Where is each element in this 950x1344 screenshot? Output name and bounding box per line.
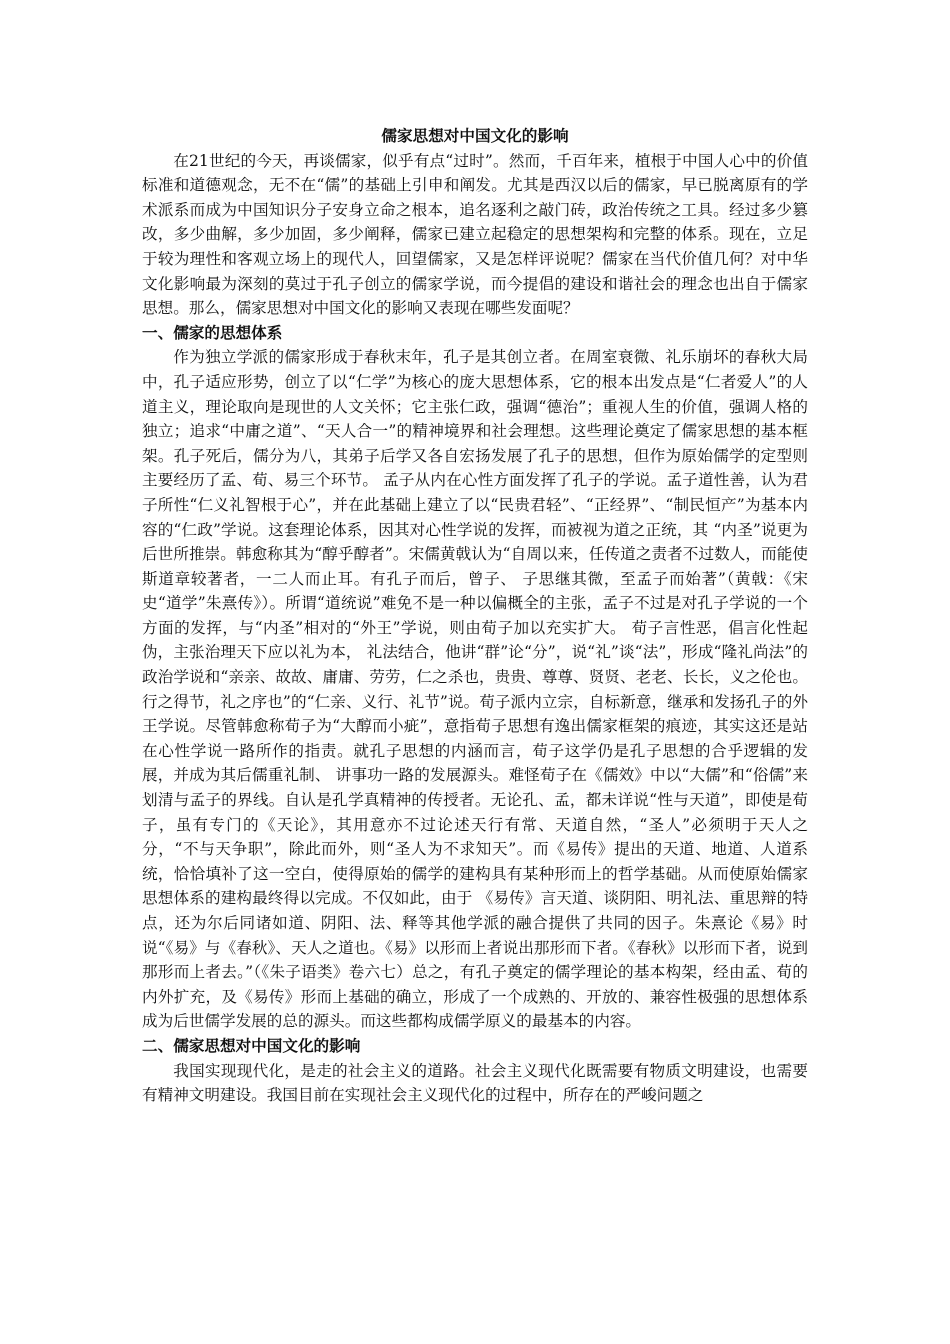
section-2-paragraph: 我国实现现代化，是走的社会主义的道路。社会主义现代化既需要有物质文明建设，也需要有精神文明建设。我国目前在实现社会主义现代化的过程中，所存在的严峻问题之: [142, 1061, 808, 1105]
intro-paragraph: 在21世纪的今天，再谈儒家，似乎有点“过时”。然而，千百年来，植根于中国人心中的价值标准和道德观念，无不在“儒”的基础上引申和阐发。尤其是西汉以后的儒家，早已脱离原有的学术派系而成为中国知识分子安身立命之根本，追名逐利之敲门砖，政治传统之工具。经过多少篡改，多少曲解，多少加固，多少阐释，儒家已建立起稳定的思想架构和完整的体系。现在，立足于较为理性和客观立场上的现代人，回望儒家，又是怎样评说呢？儒家在当代价值几何？对中华文化影响最为深刻的莫过于孔子创立的儒家学说，而今提倡的建设和谐社会的理念也出自于儒家思想。那么，儒家思想对中国文化的影响又表现在哪些发面呢？: [142, 151, 808, 318]
section-heading-2: 二、儒家思想对中国文化的影响: [142, 1036, 361, 1055]
document-page: [142, 124, 808, 1108]
section-heading-1: 一、儒家的思想体系: [142, 323, 283, 342]
section-1-paragraph: 作为独立学派的儒家形成于春秋末年，孔子是其创立者。在周室衰微、礼乐崩坏的春秋大局中，孔子适应形势，创立了以“仁学”为核心的庞大思想体系，它的根本出发点是“仁者爱人”的人道主义，理论取向是现世的人文关怀；它主张仁政，强调“德治”；重视人生的价值，强调人格的独立；追求“中庸之道”、“天人合一”的精神境界和社会理想。这些理论奠定了儒家思想的基本框架。孔子死后，儒分为八，其弟子后学又各自宏扬发展了孔子的思想，但作为原始儒学的定型则主要经历了孟、荀、易三个环节。 孟子从内在心性方面发挥了孔子的学说。孟子道性善，认为君子所性“仁义礼智根于心”，并在此基础上建立了以“民贵君轻”、“正经界”、“制民恒产”为基本内容的“仁政”学说。这套理论体系，因其对心性学说的发挥，而被视为道之正统，其 “内圣”说更为后世所推崇。韩愈称其为“醇乎醇者”。宋儒黄戟认为“自周以来，任传道之责者不过数人，而能使斯道章较著者，一二人而止耳。有孔子而后，曾子、 子思继其微，至孟子而始著”（黄戟：《宋史“道学”朱熹传》）。所谓“道统说”难免不是一种以偏概全的主张，孟子不过是对孔子学说的一个方面的发挥，与“内圣”相对的“外王”学说，则由荀子加以充实扩大。 荀子言性恶，倡言化性起伪，主张治理天下应以礼为本， 礼法结合，他讲“群”论“分”，说“礼”谈“法”，形成“隆礼尚法”的政治学说和“亲亲、故故、庸庸、劳劳，仁之杀也，贵贵、尊尊、贤贤、老老、长长，义之伦也。行之得节，礼之序也”的“仁亲、义行、礼节”说。荀子派内立宗，自标新意，继承和发扬孔子的外王学说。尽管韩愈称荀子为“大醇而小疵”，意指荀子思想有逸出儒家框架的痕迹，其实这还是站在心性学说一路所作的指责。就孔子思想的内涵而言，荀子这学仍是孔子思想的合乎逻辑的发展，并成为其后儒重礼制、 讲事功一路的发展源头。难怪荀子在《儒效》中以“大儒”和“俗儒”来划清与孟子的界线。自认是孔学真精神的传授者。无论孔、孟，都未详说“性与天道”，即使是荀子，虽有专门的《天论》，其用意亦不过论述天行有常、天道自然，“圣人”必须明于天人之分，“不与天争职”，除此而外，则“圣人为不求知天”。而《易传》提出的天道、地道、人道系统，恰恰填补了这一空白，使得原始的儒学的建构具有某种形而上的哲学基础。从而使原始儒家思想体系的建构最终得以完成。不仅如此，由于 《易传》言天道、谈阴阳、明礼法、重思辩的特点，还为尔后同诸如道、阴阳、法、释等其他学派的融合提供了共同的因子。朱熹论《易》时说“《易》与《春秋》、天人之道也。《易》以形而上者说出那形而下者。《春秋》以形而下者，说到那形而上者去。”（《朱子语类》卷六七）总之，有孔子奠定的儒学理论的基本构架，经由孟、荀的内外扩充，及《易传》形而上基础的确立，形成了一个成熟的、开放的、兼容性极强的思想体系成为后世儒学发展的总的源头。而这些都构成儒学原义的最基本的内容。: [142, 348, 808, 1031]
document-title: 儒家思想对中国文化的影响: [381, 127, 569, 145]
